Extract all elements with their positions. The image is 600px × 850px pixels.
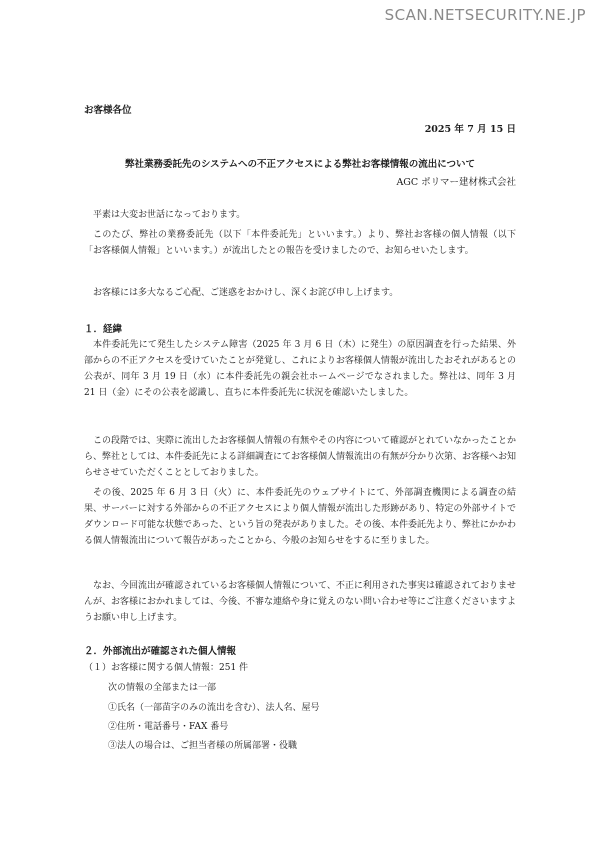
section-1-paragraph-4: なお、今回流出が確認されているお客様個人情報について、不正に利用された事実は確認されておりませんが、お客様におかれましては、今後、不審な連絡や身に覚えのない問い合わせ等にご注意くださいますようお願い申し上げます。 xyxy=(84,581,517,623)
addressee: お客様各位 xyxy=(84,105,132,116)
section-2-heading: ２．外部流出が確認された個人情報 xyxy=(84,646,237,657)
info-subitem-2: ②住所・電話番号・FAX 番号 xyxy=(108,722,229,732)
info-subitem-3: ③法人の場合は、ご担当者様の所属部署・役職 xyxy=(108,741,298,751)
company-name: AGC ポリマー建材株式会社 xyxy=(396,177,516,188)
info-item-1-description: 次の情報の全部または一部 xyxy=(108,683,217,693)
intro-paragraph-2: このたび、弊社の業務委託先（以下「本件委託先」といいます。）より、弊社お客様の個人情報（以下「お客様個人情報」といいます。）が流出したとの報告を受けましたので、お知らせいたします。 xyxy=(84,230,516,256)
section-1-paragraph-2: この段階では、実際に流出したお客様個人情報の有無やその内容について確認がとれていなかったことから、弊社としては、本件委託先による詳細調査にてお客様個人情報流出の有無が分かり次第、お客様へお知らせさせていただくこととしておりました。 xyxy=(84,436,517,478)
document-date: 2025 年 7 月 15 日 xyxy=(424,124,516,135)
info-item-1: （１）お客様に関する個人情報：251 件 xyxy=(84,663,249,673)
watermark: SCAN.NETSECURITY.NE.JP xyxy=(384,6,586,24)
document-title: 弊社業務委託先のシステムへの不正アクセスによる弊社お客様情報の流出について xyxy=(124,159,476,170)
section-1-heading: １．経緯 xyxy=(84,324,123,335)
intro-paragraph-1: 平素は大変お世話になっております。 xyxy=(93,210,246,220)
info-subitem-1: ①氏名（一部苗字のみの流出を含む）、法人名、屋号 xyxy=(108,703,320,713)
intro-paragraph-3: お客様には多大なるご心配、ご迷惑をおかけし、深くお詫び申し上げます。 xyxy=(93,288,399,298)
section-1-paragraph-3: その後、2025 年 6 月 3 日（火）に、本件委託先のウェブサイトにて、外部調査機関による調査の結果、サーバーに対する外部からの不正アクセスにより個人情報が流出した形跡があり、特定の外部サイトでダウンロード可能な状態であった、という旨の発表がありました。その後、本件委託先より、弊社にかかわる個人情報流出について報告があったことから、今般のお知らせをするに至りました。 xyxy=(84,488,516,546)
section-1-paragraph-1: 本件委託先にて発生したシステム障害（2025 年 3 月 6 日（木）に発生）の原因調査を行った結果、外部からの不正アクセスを受けていたことが発覚し、これによりお客様個人情報が流出したおそれがあるとの公表が、同年 3 月 19 日（水）に本件委託先の親会社ホームページでなされました。弊社は、同年 3 月 21 日（金）にその公表を認識し、直ちに本件委託先に状況を確認いたしました。 xyxy=(84,340,516,398)
